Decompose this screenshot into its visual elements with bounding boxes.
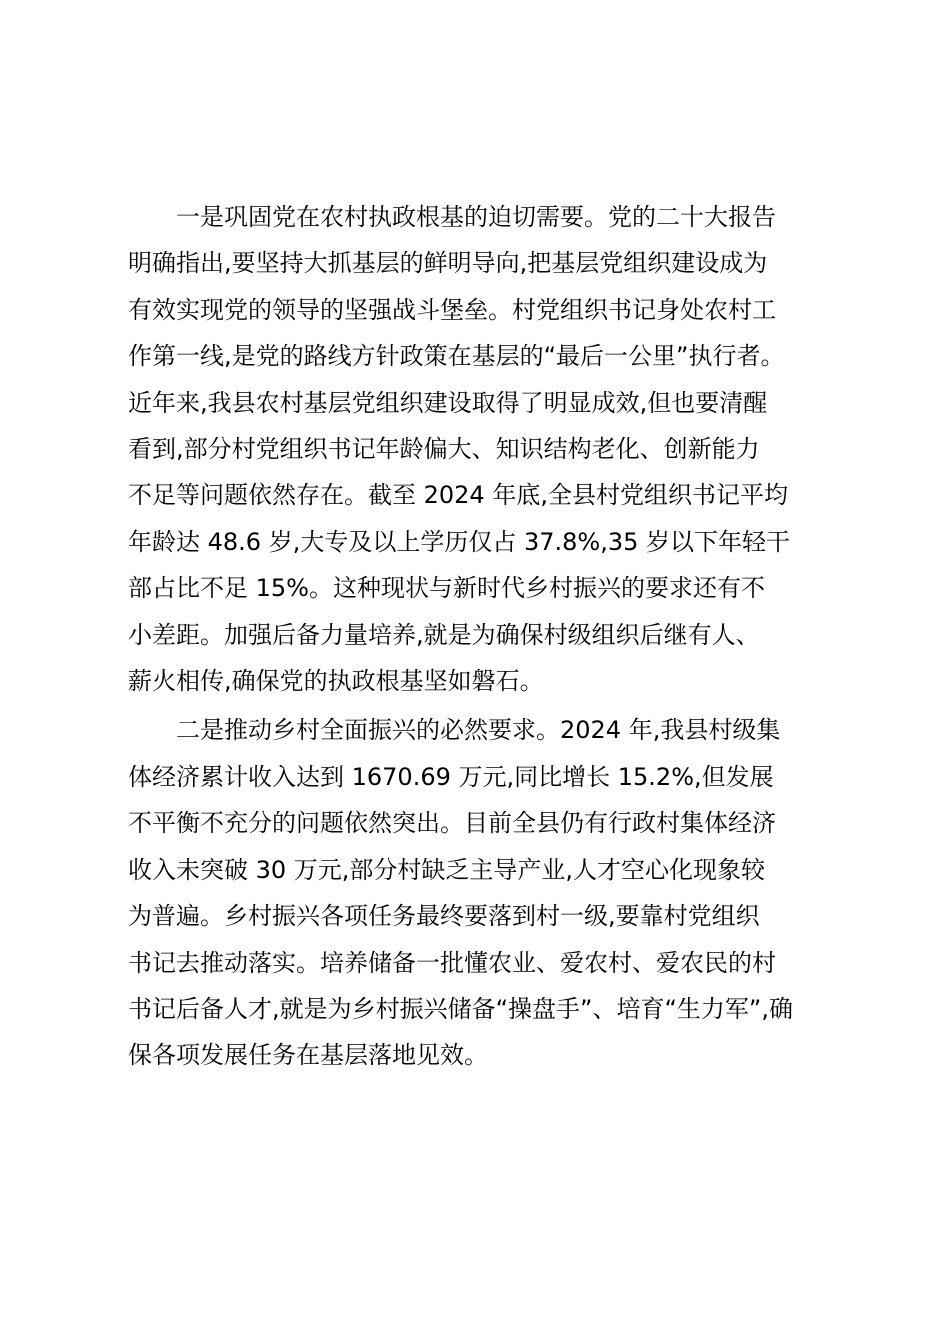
text-line: 部占比不足 15%。这种现状与新时代乡村振兴的要求还有不 (128, 574, 765, 603)
text-line: 明确指出,要坚持大抓基层的鲜明导向,把基层党组织建设成为 (128, 249, 768, 278)
text-line: 薪火相传,确保党的执政根基坚如磐石。 (128, 667, 544, 696)
text-line: 书记去推动落实。培养储备一批懂农业、爱农村、爱农民的村 (128, 948, 776, 977)
paragraph-1 (128, 194, 822, 704)
text-line: 收入未突破 30 万元,部分村缺乏主导产业,人才空心化现象较 (128, 855, 766, 884)
text-line: 二是推动乡村全面振兴的必然要求。2024 年,我县村级集 (176, 716, 781, 745)
text-line: 体经济累计收入达到 1670.69 万元,同比增长 15.2%,但发展 (128, 762, 774, 791)
document-body (128, 194, 822, 1079)
text-line: 有效实现党的领导的坚强战斗堡垒。村党组织书记身处农村工 (128, 295, 776, 324)
text-line: 年龄达 48.6 岁,大专及以上学历仅占 37.8%,35 岁以下年轻干 (128, 527, 790, 556)
text-line: 不足等问题依然存在。截至 2024 年底,全县村党组织书记平均 (128, 481, 788, 510)
text-line: 近年来,我县农村基层党组织建设取得了明显成效,但也要清醒 (128, 388, 768, 417)
text-line: 书记后备人才,就是为乡村振兴储备“操盘手”、培育“生力军”,确 (128, 994, 793, 1023)
text-line: 为普遍。乡村振兴各项任务最终要落到村一级,要靠村党组织 (128, 902, 760, 931)
text-line: 小差距。加强后备力量培养,就是为确保村级组织后继有人、 (128, 620, 760, 649)
text-line: 一是巩固党在农村执政根基的迫切需要。党的二十大报告 (176, 203, 776, 231)
text-line: 作第一线,是党的路线方针政策在基层的“最后一公里”执行者。 (128, 342, 785, 371)
text-line: 不平衡不充分的问题依然突出。目前全县仍有行政村集体经济 (128, 809, 776, 838)
paragraph-2 (128, 707, 822, 1078)
text-line: 看到,部分村党组织书记年龄偏大、知识结构老化、创新能力 (128, 435, 760, 464)
text-line: 保各项发展任务在基层落地见效。 (128, 1041, 488, 1070)
